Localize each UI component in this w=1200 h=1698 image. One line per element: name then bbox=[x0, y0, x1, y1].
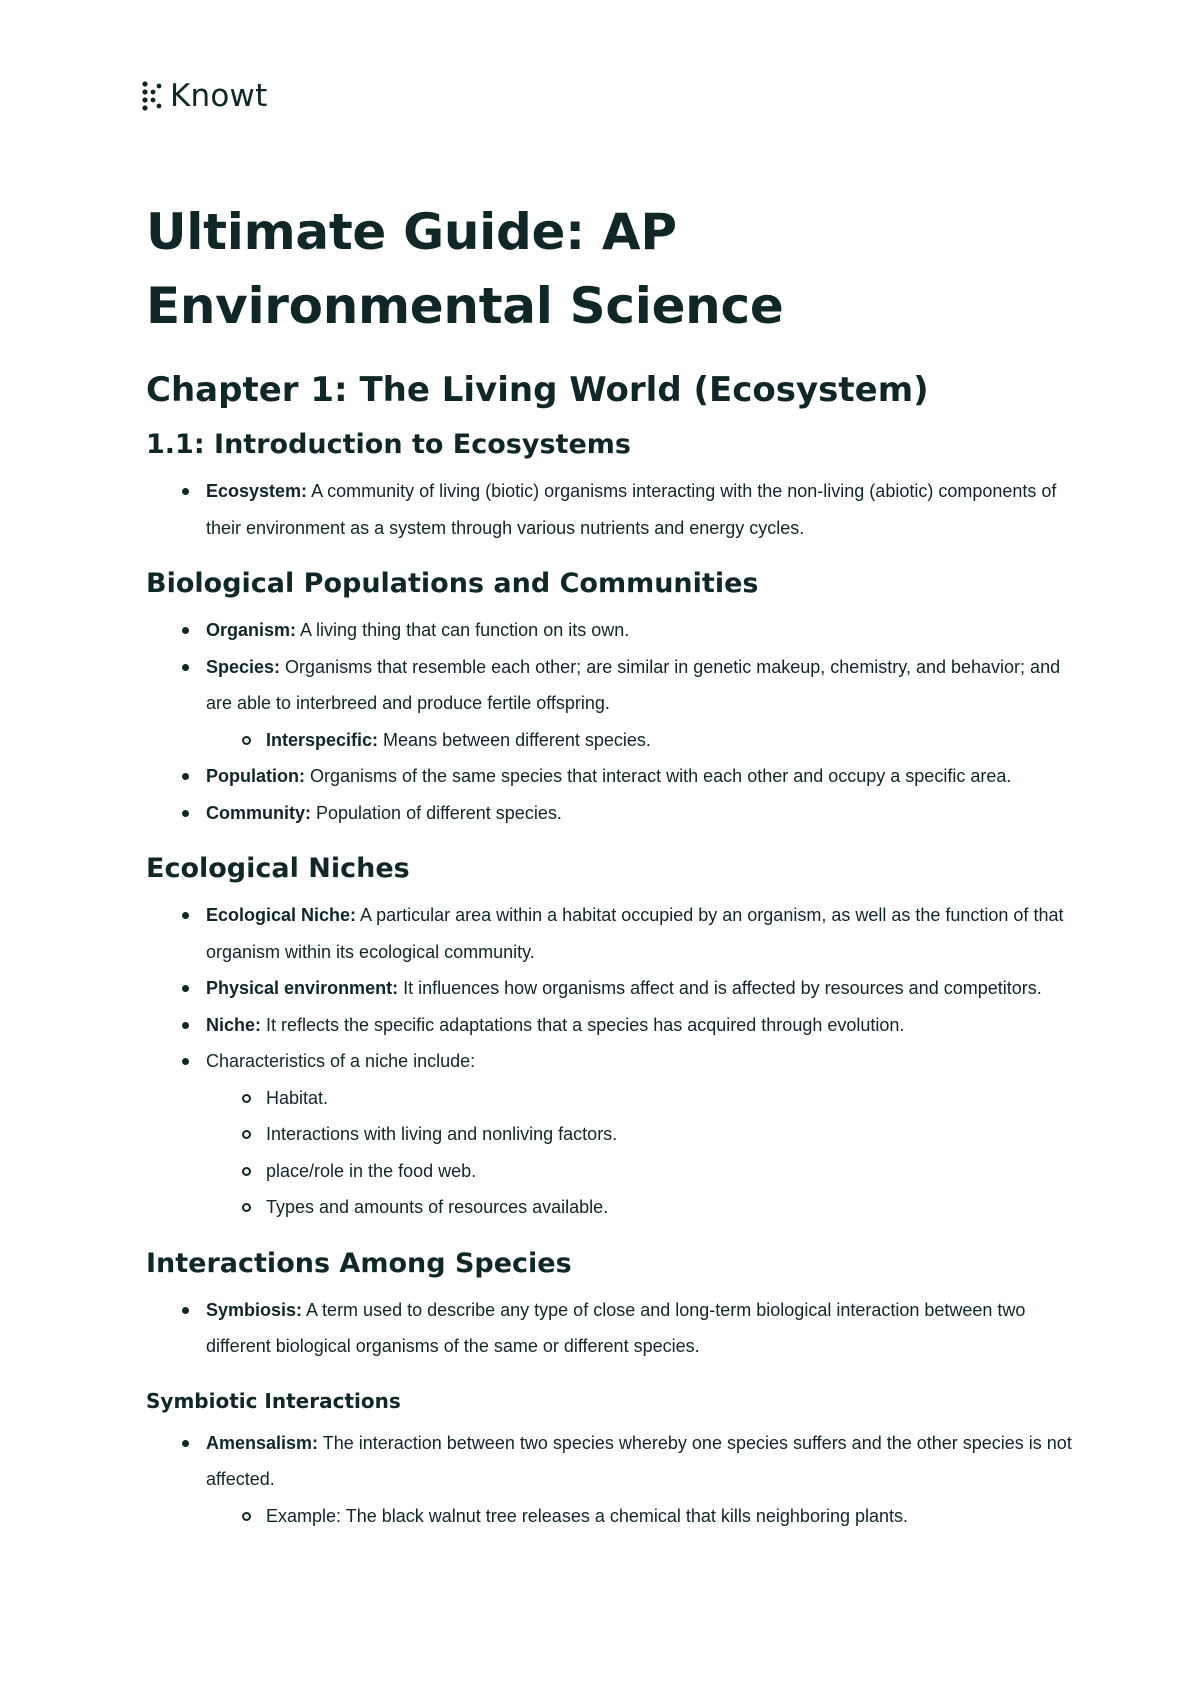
populations-list bbox=[146, 612, 1076, 831]
niches-list bbox=[146, 897, 1076, 1226]
niche-characteristics-sublist bbox=[206, 1080, 1076, 1226]
symbiotic-list bbox=[146, 1425, 1076, 1535]
list-item: Organism: A living thing that can function on its own. bbox=[146, 612, 1076, 649]
interactions-list bbox=[146, 1292, 1076, 1365]
list-item: Physical environment: It influences how organisms affect and is affected by resources and competitors. bbox=[146, 970, 1076, 1007]
section-heading-populations: Biological Populations and Communities bbox=[146, 568, 759, 599]
knowt-logo-icon bbox=[142, 81, 162, 111]
document-content bbox=[146, 195, 1076, 1534]
list-item: Community: Population of different species. bbox=[146, 795, 1076, 832]
chapter-heading: Chapter 1: The Living World (Ecosystem) bbox=[146, 370, 929, 410]
list-item: Population: Organisms of the same species that interact with each other and occupy a specific area. bbox=[146, 758, 1076, 795]
sub-list-item: Example: The black walnut tree releases a chemical that kills neighboring plants. bbox=[206, 1498, 1076, 1535]
section-heading-interactions: Interactions Among Species bbox=[146, 1247, 572, 1279]
brand-name: Knowt bbox=[170, 78, 268, 114]
section-heading-intro: 1.1: Introduction to Ecosystems bbox=[146, 429, 631, 460]
sub-list-item: Habitat. bbox=[206, 1080, 1076, 1117]
list-item: Ecosystem: A community of living (biotic) organisms interacting with the non-living (abiotic) components of their environment as a system through various nutrients and energy cycles. bbox=[146, 473, 1076, 546]
list-item: Ecological Niche: A particular area within a habitat occupied by an organism, as well as the function of that organism within its ecological community. bbox=[146, 897, 1076, 970]
list-item: Characteristics of a niche include: Habitat. Interactions with living and nonliving factors. place/role in the food web. Types and amounts of resources available. bbox=[146, 1043, 1076, 1226]
sub-list-item: Types and amounts of resources available. bbox=[206, 1189, 1076, 1226]
list-item: Amensalism: The interaction between two species whereby one species suffers and the other species is not affected. Example: The black walnut tree releases a chemical that kills neighboring plants. bbox=[146, 1425, 1076, 1535]
sub-list-item: place/role in the food web. bbox=[206, 1153, 1076, 1190]
amensalism-sublist bbox=[206, 1498, 1076, 1535]
intro-list bbox=[146, 473, 1076, 546]
sub-list-item: Interactions with living and nonliving factors. bbox=[206, 1116, 1076, 1153]
document-title: Ultimate Guide: AP Environmental Science bbox=[146, 203, 784, 335]
sub-list-item: Interspecific: Means between different species. bbox=[206, 722, 1076, 759]
species-sublist bbox=[206, 722, 1076, 759]
brand-logo[interactable] bbox=[142, 78, 267, 114]
list-item: Niche: It reflects the specific adaptations that a species has acquired through evolution. bbox=[146, 1007, 1076, 1044]
list-item: Symbiosis: A term used to describe any type of close and long-term biological interaction between two different biological organisms of the same or different species. bbox=[146, 1292, 1076, 1365]
section-heading-niches: Ecological Niches bbox=[146, 853, 410, 884]
subsection-heading-symbiotic: Symbiotic Interactions bbox=[146, 1388, 401, 1413]
list-item: Species: Organisms that resemble each other; are similar in genetic makeup, chemistry, and behavior; and are able to interbreed and produce fertile offspring. Interspecific: Means between different species. bbox=[146, 649, 1076, 759]
